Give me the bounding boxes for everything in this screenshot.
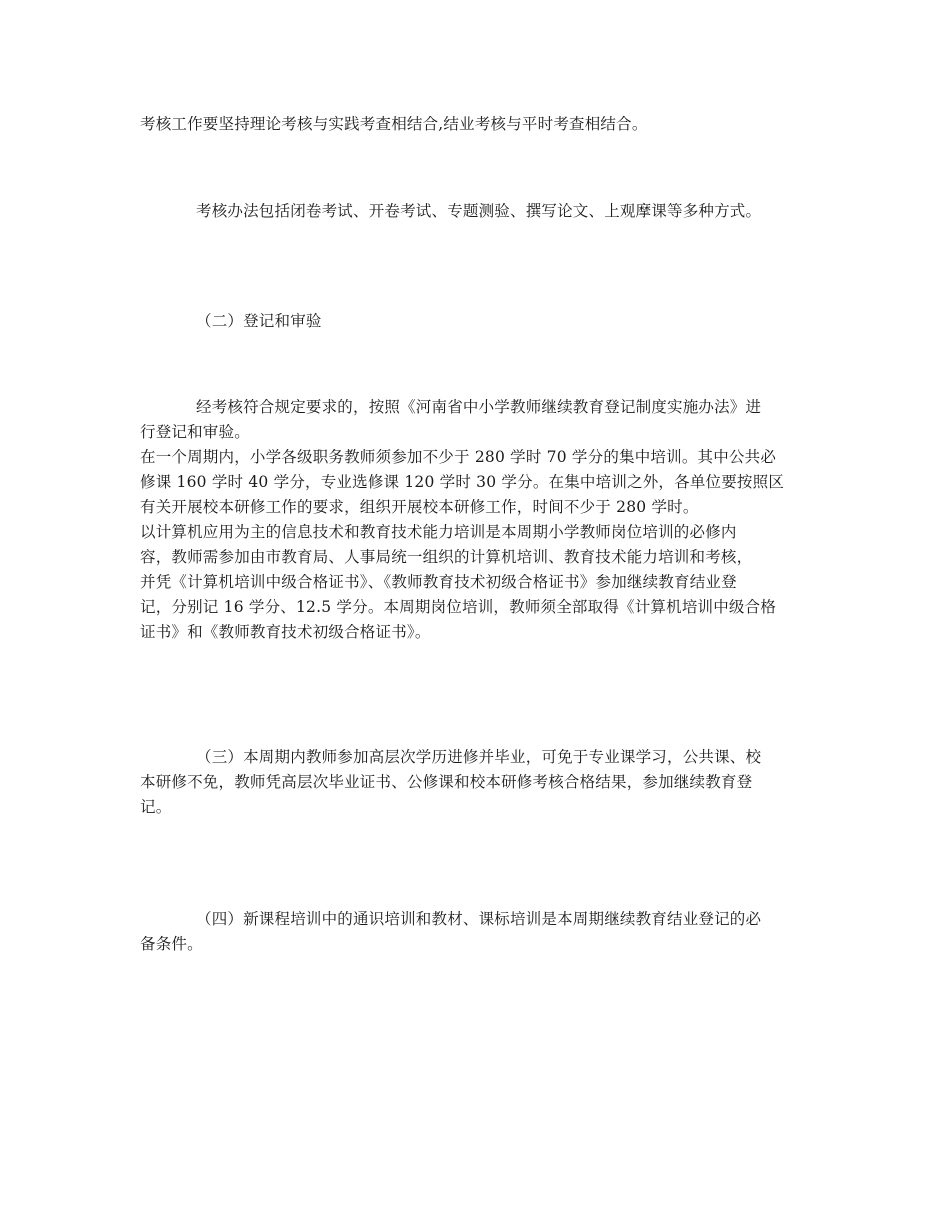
paragraph-assessment-principle [140,112,812,137]
text-line: 以计算机应用为主的信息技术和教育技术能力培训是本周期小学教师岗位培训的必修内 [140,523,737,541]
paragraph-assessment-methods [140,199,812,224]
text-line: （四）新课程培训中的通识培训和教材、课标培训是本周期继续教育结业登记的必 [196,910,762,928]
text-line: 考核办法包括闭卷考试、开卷考试、专题测验、撰写论文、上观摩课等多种方式。 [196,202,762,220]
text-line: 修课 160 学时 40 学分，专业选修课 120 学时 30 学分。在集中培训之外，各单位要按照区 [140,473,785,491]
paragraph-registration-details [140,395,812,645]
text-line: 记。 [140,798,172,816]
text-line: 行登记和审验。 [140,423,250,441]
paragraph-section-four [140,907,812,957]
text-line: （三）本周期内教师参加高层次学历进修并毕业，可免于专业课学习，公共课、校 [196,748,762,766]
text-line: 记，分别记 16 学分、12.5 学分。本周期岗位培训，教师须全部取得《计算机培训中级合格 [140,598,777,616]
section-heading-registration [140,309,868,334]
text-line: 有关开展校本研修工作的要求，组织开展校本研修工作，时间不少于 280 学时。 [140,498,699,516]
text-line: 证书》和《教师教育技术初级合格证书》。 [140,623,431,641]
text-line: 考核工作要坚持理论考核与实践考查相结合,结业考核与平时考查相结合。 [140,115,648,133]
text-line: 备条件。 [140,935,203,953]
paragraph-section-three [140,745,812,820]
text-line: 本研修不免，教师凭高层次毕业证书、公修课和校本研修考核合格结果，参加继续教育登 [140,773,753,791]
text-line: 并凭《计算机培训中级合格证书》、《教师教育技术初级合格证书》参加继续教育结业登 [140,573,737,591]
heading-text: （二）登记和审验 [196,312,322,330]
text-line: 经考核符合规定要求的，按照《河南省中小学教师继续教育登记制度实施办法》进 [196,398,762,416]
text-line: 在一个周期内，小学各级职务教师须参加不少于 280 学时 70 学分的集中培训。其中公共必 [140,448,777,466]
text-line: 容，教师需参加由市教育局、人事局统一组织的计算机培训、教育技术能力培训和考核， [140,548,753,566]
